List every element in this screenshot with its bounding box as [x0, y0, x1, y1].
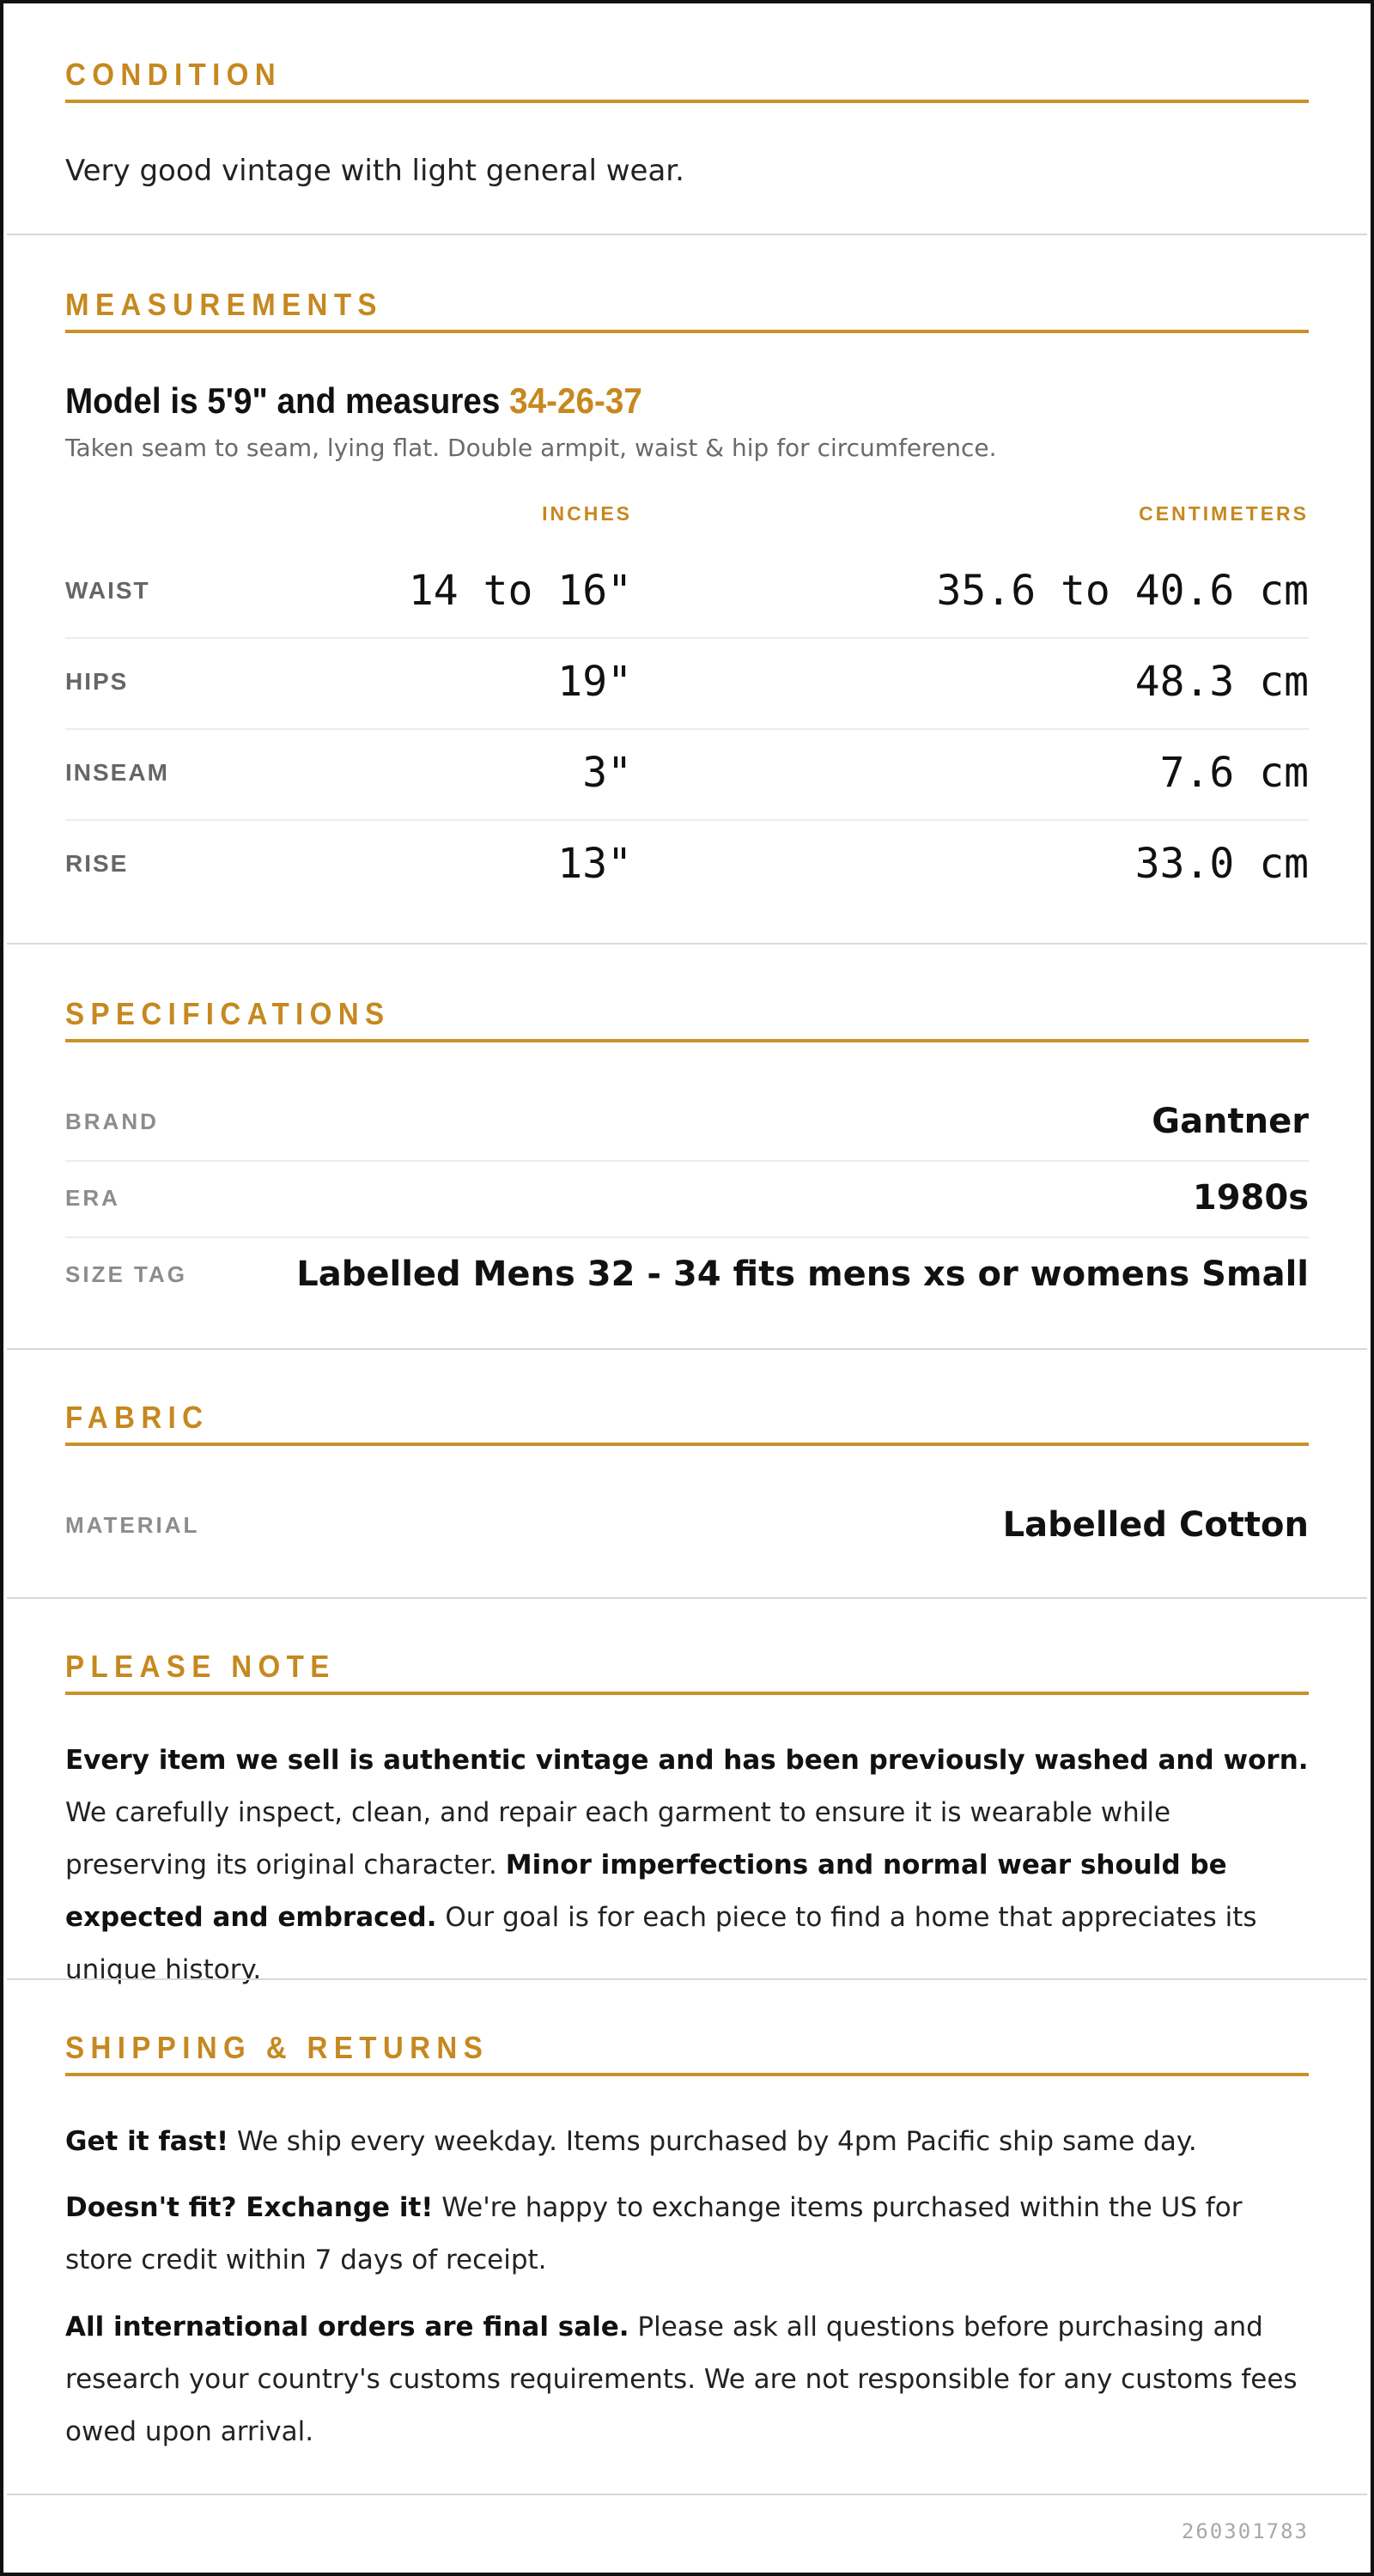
- shipping-bold: Doesn't fit? Exchange it!: [65, 2192, 434, 2223]
- note-text-1: We carefully inspect, clean, and repair each garment to ensure it is wearable while preserving its original character.: [65, 1797, 1171, 1880]
- fabric-section: [7, 3, 1367, 1597]
- measurement-cm: 35.6 to 40.6 cm: [936, 567, 1309, 615]
- fabric-heading: [65, 1398, 1309, 1446]
- product-code: 260301783: [1181, 2519, 1309, 2543]
- shipping-text: Please ask all questions before purchasing and research your country's customs requirements. We are not responsible for any customs fees owed upon arrival.: [65, 2312, 1298, 2447]
- measurement-label: INSEAM: [65, 759, 169, 786]
- shipping-bold: Get it fast!: [65, 2126, 229, 2157]
- shipping-paragraph-2: [65, 2182, 1309, 2287]
- shipping-text: We're happy to exchange items purchased within the US for store credit within 7 days of receipt.: [65, 2192, 1243, 2275]
- spec-label: MATERIAL: [65, 1512, 200, 1538]
- spec-label: BRAND: [65, 1109, 159, 1134]
- measurement-inches: 19": [557, 658, 632, 706]
- note-heading: [65, 1647, 1309, 1695]
- inches-column-header: INCHES: [542, 502, 632, 525]
- measurement-inches: 13": [557, 840, 632, 888]
- measurement-cm: 48.3 cm: [1134, 658, 1309, 706]
- model-measures: 34-26-37: [509, 380, 642, 421]
- centimeters-column-header: CENTIMETERS: [1139, 502, 1309, 525]
- shipping-bold: All international orders are final sale.: [65, 2312, 629, 2342]
- shipping-heading: [65, 2028, 1309, 2076]
- shipping-divider: [7, 2494, 1367, 2495]
- shipping-text: We ship every weekday. Items purchased by 4pm Pacific ship same day.: [228, 2126, 1197, 2157]
- note-bold-1: Every item we sell is authentic vintage and has been previously washed and worn.: [65, 1745, 1309, 1776]
- measurement-inches: 14 to 16": [408, 567, 632, 615]
- measurement-label: HIPS: [65, 668, 129, 695]
- condition-text: Very good vintage with light general wear.: [65, 154, 684, 188]
- shipping-heading-label: SHIPPING & RETURNS: [65, 2030, 489, 2065]
- spec-value: Gantner: [1152, 1102, 1309, 1141]
- spec-value: Labelled Mens 32 - 34 fits mens xs or womens Small: [296, 1255, 1309, 1294]
- measurement-cm: 7.6 cm: [1159, 749, 1309, 797]
- measurement-inches: 3": [582, 749, 632, 797]
- measurement-cm: 33.0 cm: [1134, 840, 1309, 888]
- shipping-paragraph-3: [65, 2301, 1309, 2458]
- condition-heading-label: CONDITION: [65, 57, 283, 92]
- note-heading-label: PLEASE NOTE: [65, 1649, 336, 1684]
- note-divider: [7, 1978, 1367, 1980]
- measurements-subtitle: Taken seam to seam, lying flat. Double armpit, waist & hip for circumference.: [65, 434, 997, 462]
- note-text: [65, 1735, 1309, 1996]
- spec-row-material: [65, 1487, 1309, 1564]
- measurement-label: WAIST: [65, 577, 150, 604]
- spec-label: ERA: [65, 1185, 120, 1211]
- spec-label: SIZE TAG: [65, 1261, 187, 1287]
- measurement-label: RISE: [65, 850, 129, 877]
- model-info-text: Model is 5'9" and measures: [65, 380, 510, 421]
- spec-value: Labelled Cotton: [1002, 1505, 1309, 1545]
- shipping-paragraph-1: [65, 2116, 1309, 2168]
- measurements-heading-label: MEASUREMENTS: [65, 287, 383, 322]
- spec-value: 1980s: [1192, 1178, 1309, 1218]
- note-bold-2: Minor imperfections and normal wear should be expected and embraced.: [65, 1850, 1227, 1933]
- specifications-heading-label: SPECIFICATIONS: [65, 996, 391, 1031]
- fabric-heading-label: FABRIC: [65, 1400, 210, 1435]
- note-text-2: Our goal is for each piece to find a home that appreciates its unique history.: [65, 1902, 1257, 1985]
- fabric-divider: [7, 1597, 1367, 1599]
